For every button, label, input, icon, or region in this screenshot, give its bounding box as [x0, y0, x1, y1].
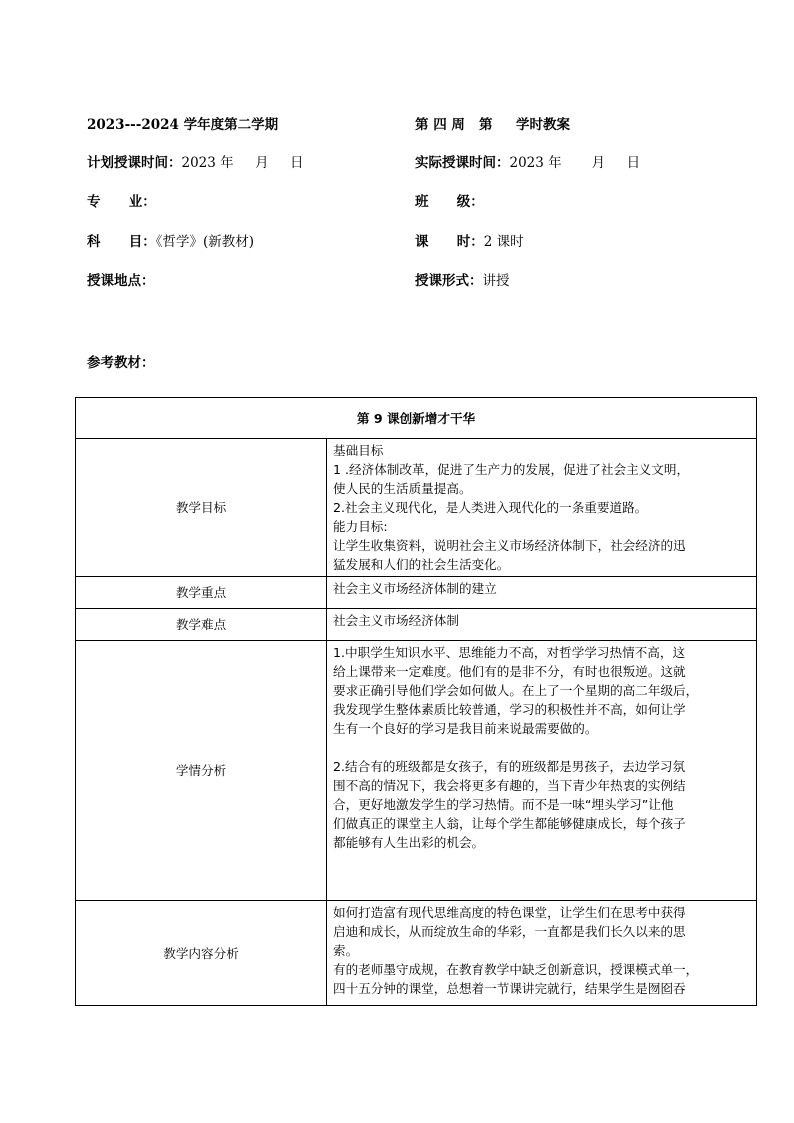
paragraph-gap: [333, 738, 752, 757]
planned-time-label: 计划授课时间：: [87, 155, 182, 171]
objectives-label: 教学目标: [76, 439, 327, 577]
text-line: 合，更好地激发学生的学习热情。而不是一味“埋头学习”让他: [333, 797, 674, 812]
text-line: 生有一个良好的学习是我目前来说最需要做的。: [333, 721, 598, 736]
hours-value: 2 课时: [483, 234, 524, 250]
text-line: 们做真正的课堂主人翁，让每个学生都能够健康成长，每个孩子: [333, 816, 686, 831]
lesson-plan-table: [75, 397, 757, 1006]
major-label: 专 业：: [87, 194, 156, 210]
content-analysis-row: [76, 901, 757, 1006]
reference-label: 参考教材：: [87, 355, 155, 371]
text-line: 围不高的情况下，我会将更多有趣的，当下青少年热衷的实例结: [333, 778, 686, 793]
planned-time-row: [87, 153, 304, 173]
text-line: 四十五分钟的课堂，总想着一节课讲完就行，结果学生是囫囵吞: [333, 981, 686, 996]
key-point-content: [327, 577, 757, 609]
form-row: [415, 271, 510, 291]
text-line: 索。: [333, 943, 359, 958]
subject-label: 科 目：: [87, 234, 156, 250]
text-line: 1.中职学生知识水平、思维能力不高，对哲学学习热情不高，这: [333, 645, 686, 660]
form-label: 授课形式：: [415, 273, 483, 289]
content-analysis-text: [333, 903, 752, 1003]
text-line: 能力目标:: [333, 519, 388, 534]
text-line: 2.社会主义现代化，是人类进入现代化的一条重要道路。: [333, 500, 648, 515]
text-line: 我发现学生整体素质比较普通，学习的积极性并不高，如何让学: [333, 702, 686, 717]
text-line: 社会主义市场经济体制: [333, 613, 459, 628]
actual-time-row: [415, 153, 640, 173]
form-value: 讲授: [482, 273, 510, 289]
content-analysis-content: [327, 901, 757, 1006]
term-heading: 2023---2024 学年度第二学期: [87, 117, 279, 133]
text-line: 都能够有人生出彩的机会。: [333, 835, 485, 850]
difficulty-label: 教学难点: [76, 609, 327, 641]
difficulty-row: [76, 609, 757, 641]
difficulty-content: [327, 609, 757, 641]
text-line: 社会主义市场经济体制的建立: [333, 581, 497, 596]
objectives-row: [76, 439, 757, 577]
student-analysis-label: 学情分析: [76, 641, 327, 901]
student-analysis-row: [76, 641, 757, 901]
text-line: 给上课带来一定难度。他们有的是非不分，有时也很叛逆。这就: [333, 664, 686, 679]
key-point-row: [76, 577, 757, 609]
lesson-title: 第 9 课创新增才干华: [76, 398, 757, 439]
hours-label: 课 时：: [415, 234, 484, 250]
student-analysis-content: [327, 641, 757, 901]
text-line: 让学生收集资料，说明社会主义市场经济体制下，社会经济的迅: [333, 538, 686, 553]
text-line: 猛发展和人们的社会生活变化。: [333, 557, 510, 572]
text-line: 如何打造富有现代思维高度的特色课堂，让学生们在思考中获得: [333, 905, 686, 920]
title-row: [76, 398, 757, 439]
location-label: 授课地点：: [87, 273, 155, 289]
objectives-content: [327, 439, 757, 577]
actual-time-label: 实际授课时间：: [415, 155, 510, 171]
text-line: 1 .经济体制改革，促进了生产力的发展，促进了社会主义文明，: [333, 462, 690, 477]
subject-row: [87, 232, 254, 252]
text-line: 基础目标: [333, 443, 384, 458]
text-line: 2.结合有的班级都是女孩子，有的班级都是男孩子，去边学习氛: [333, 759, 686, 774]
actual-time-value: 2023 年 月 日: [509, 155, 641, 171]
planned-time-value: 2023 年 月 日: [181, 155, 304, 171]
key-point-label: 教学重点: [76, 577, 327, 609]
text-line: 使人民的生活质量提高。: [333, 481, 472, 496]
hours-row: [415, 232, 524, 252]
class-label: 班 级：: [415, 194, 484, 210]
subject-value: 《哲学》(新教材): [155, 234, 254, 250]
text-line: 要求正确引导他们学会如何做人。在上了一个星期的高二年级后，: [333, 683, 699, 698]
text-line: 启迪和成长，从而绽放生命的华彩，一直都是我们长久以来的思: [333, 924, 686, 939]
content-analysis-label: 教学内容分析: [76, 901, 327, 1006]
text-line: 有的老师墨守成规，在教育教学中缺乏创新意识，授课模式单一，: [333, 962, 699, 977]
week-heading: 第 四 周 第 学时教案: [415, 117, 570, 133]
